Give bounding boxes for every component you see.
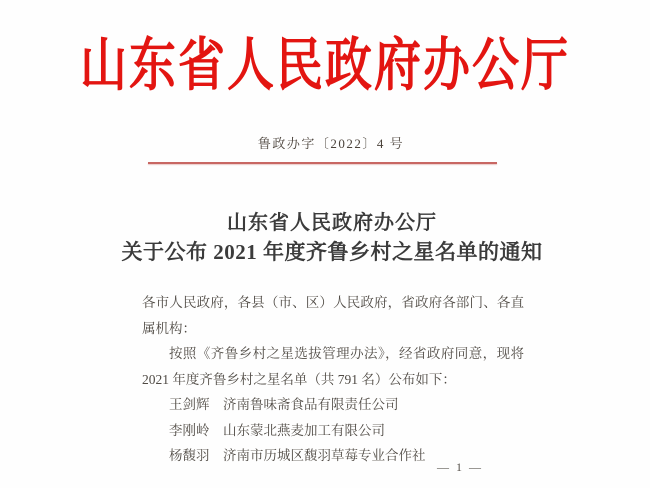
star-name: 王剑辉 [169, 397, 210, 412]
star-organization: 济南鲁味斋食品有限责任公司 [223, 397, 399, 412]
page-number: — 1 — [437, 460, 483, 474]
star-organization: 济南市历城区馥羽草莓专业合作社 [223, 448, 426, 463]
red-divider-line [148, 162, 497, 164]
salutation-paragraph: 各市人民政府，各县（市、区）人民政府，省政府各部门、各直属机构： [142, 295, 524, 336]
star-list-row [142, 418, 524, 444]
document-title-line1: 山东省人民政府办公厅 [227, 212, 437, 234]
star-list-row [142, 392, 524, 418]
star-organization: 山东蒙北燕麦加工有限公司 [223, 422, 385, 438]
masthead-title: 山东省人民政府办公厅 [80, 34, 570, 99]
star-name: 杨馥羽 [169, 448, 210, 463]
document-title-line2: 关于公布 2021 年度齐鲁乡村之星名单的通知 [121, 240, 543, 264]
document-body [142, 290, 524, 469]
document-number: 鲁政办字〔2022〕4 号 [257, 136, 405, 151]
star-name: 李刚岭 [169, 422, 210, 438]
body-paragraph: 按照《齐鲁乡村之星选拔管理办法》，经省政府同意，现将 2021 年度齐鲁乡村之星名单（共 791 名）公布如下： [142, 346, 524, 387]
